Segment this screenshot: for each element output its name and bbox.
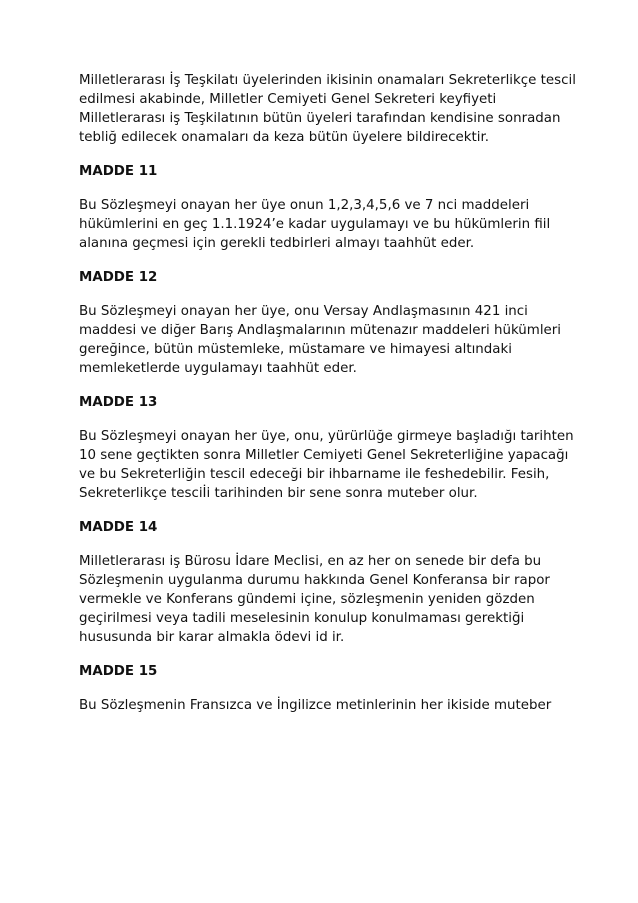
paragraph-madde-13: Bu Sözleşmeyi onayan her üye, onu, yürürlüğe girmeye başladığı tarihten 10 sene geçtikten sonra Milletler Cemiyeti Genel Sekreterliğine yapacağı ve bu Sekreterliğin tescil edeceği bir ihbarname ile feshedebilir. Fesih, Sekreterlikçe tesciİi tarihinden bir sene sonra muteber olur. [79, 429, 574, 501]
heading-madde-12: MADDE 12 [79, 270, 158, 285]
heading-madde-15: MADDE 15 [79, 664, 158, 679]
heading-madde-13: MADDE 13 [79, 395, 158, 410]
paragraph-madde-14: Milletlerarası iş Bürosu İdare Meclisi, en az her on senede bir defa bu Sözleşmenin uygulanma durumu hakkında Genel Konferansa bir rapor vermekle ve Konferans gündemi içine, sözleşmenin yeniden gözden geçirilmesi veya tadili meselesinin konulup konulmaması gerektiği hususunda bir karar almakla ödevi id ir. [79, 554, 550, 645]
document-body [79, 71, 579, 730]
paragraph-madde-11: Bu Sözleşmeyi onayan her üye onun 1,2,3,4,5,6 ve 7 nci maddeleri hükümlerini en geç 1.1.1924’e kadar uygulamayı ve bu hükümlerin fiil alanına geçmesi için gerekli tedbirleri almayı taahhüt eder. [79, 198, 551, 251]
heading-madde-14: MADDE 14 [79, 520, 158, 535]
paragraph-intro: Milletlerarası İş Teşkilatı üyelerinden ikisinin onamaları Sekreterlikçe tescil edilmesi akabinde, Milletler Cemiyeti Genel Sekreteri keyfiyeti Milletlerarası iş Teşkilatının bütün üyeleri tarafından kendisine sonradan tebliğ edilecek onamaları da keza bütün üyelere bildirecektir. [79, 73, 576, 145]
paragraph-madde-12: Bu Sözleşmeyi onayan her üye, onu Versay Andlaşmasının 421 inci maddesi ve diğer Barış Andlaşmalarının mütenazır maddeleri hükümleri gereğince, bütün müstemleke, müstamare ve himayesi altındaki memleketlerde uygulamayı taahhüt eder. [79, 304, 562, 376]
paragraph-madde-15: Bu Sözleşmenin Fransızca ve İngilizce metinlerinin her ikiside muteber [79, 698, 552, 713]
heading-madde-11: MADDE 11 [79, 164, 158, 179]
